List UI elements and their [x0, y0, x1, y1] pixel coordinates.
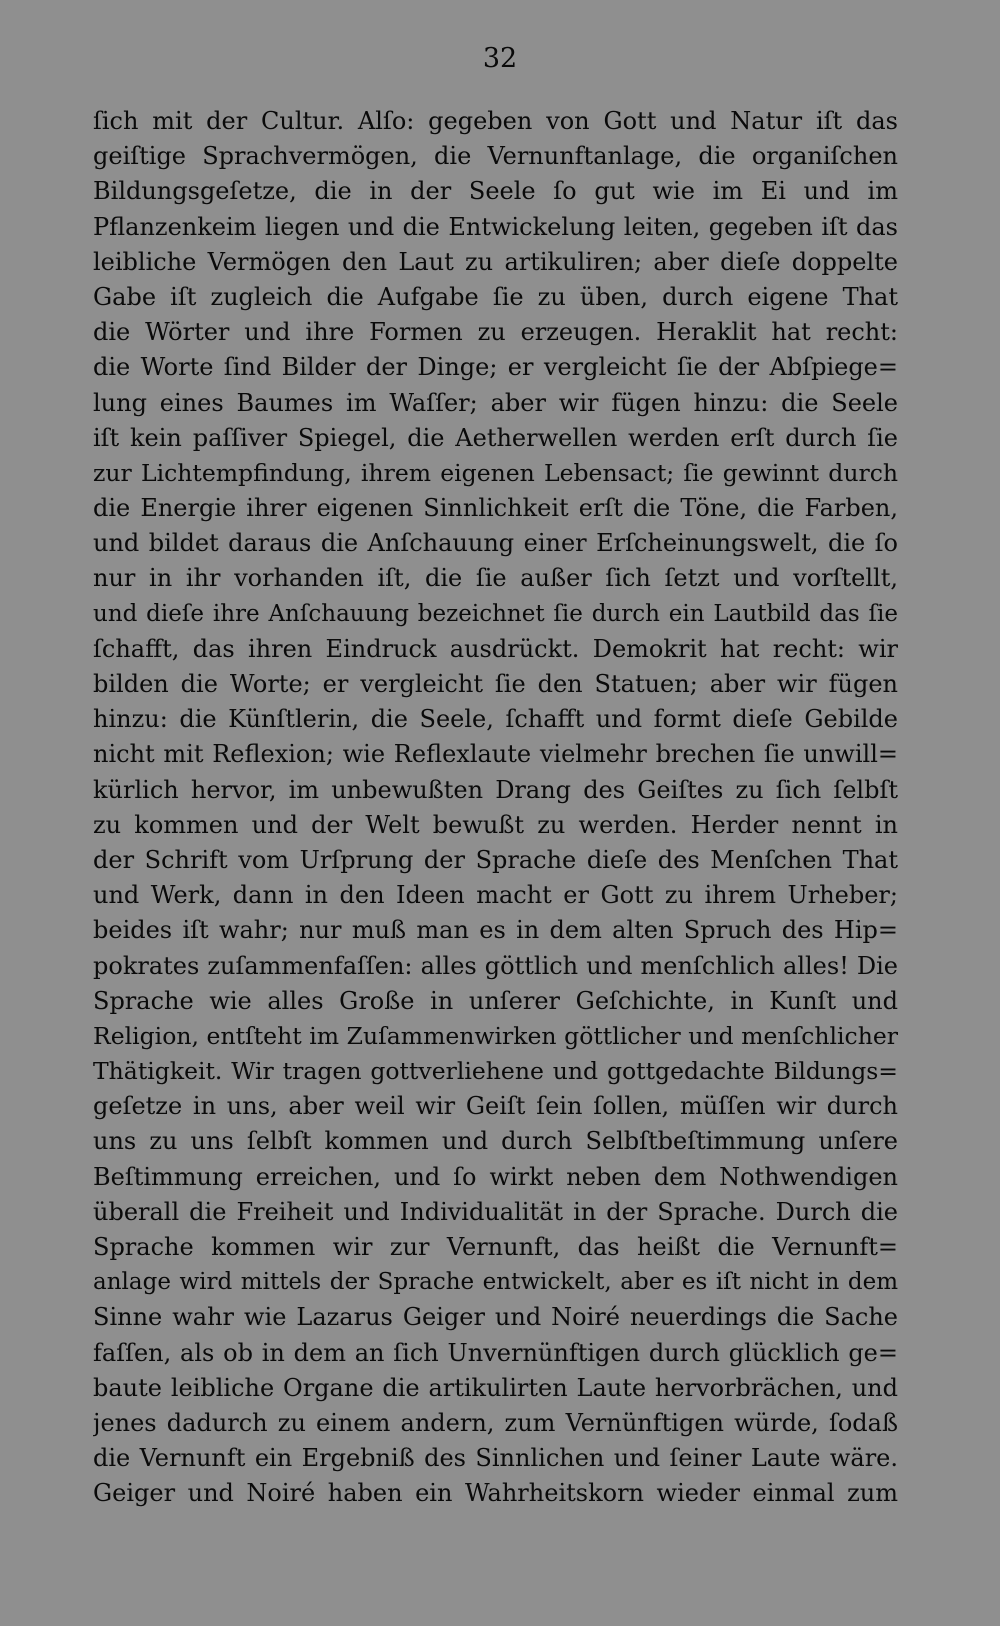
text-line: die Vernunft ein Ergebniß des Sinnlichen und ſeiner Laute wäre. [93, 1444, 898, 1473]
text-line: nur in ihr vorhanden iſt, die ſie außer ſich ſetzt und vorſtellt, [93, 564, 898, 593]
text-line: die Worte ſind Bilder der Dinge; er vergleicht ſie der Abſpiege= [93, 353, 898, 382]
text-line: Sprache wie alles Große in unſerer Geſchichte, in Kunſt und [93, 986, 898, 1015]
text-line: überall die Freiheit und Individualität in der Sprache. Durch die [93, 1197, 898, 1226]
text-line: lung eines Baumes im Waſſer; aber wir fügen hinzu: die Seele [93, 388, 898, 417]
text-line: ſich mit der Cultur. Alſo: gegeben von Gott und Natur iſt das [93, 107, 898, 135]
text-line: Beſtimmung erreichen, und ſo wirkt neben dem Nothwendigen [93, 1162, 898, 1191]
text-line: pokrates zuſammenfaſſen: alles göttlich und menſchlich alles! Die [93, 951, 898, 980]
text-line: ſchafft, das ihren Eindruck ausdrückt. Demokrit hat recht: wir [93, 634, 898, 663]
text-line: uns zu uns ſelbſt kommen und durch Selbſtbeſtimmung unſere [93, 1127, 898, 1156]
text-line: Sprache kommen wir zur Vernunft, das heißt die Vernunft= [93, 1233, 898, 1261]
text-line: beides iſt wahr; nur muß man es in dem alten Spruch des Hip= [93, 916, 898, 945]
text-line: Thätigkeit. Wir tragen gottverliehene und gottgedachte Bildungs= [93, 1057, 898, 1086]
text-line: der Schrift vom Urſprung der Sprache dieſe des Menſchen That [93, 845, 898, 874]
text-line: die Energie ihrer eigenen Sinnlichkeit erſt die Töne, die Farben, [93, 494, 898, 523]
text-line: nicht mit Reflexion; wie Reflexlaute vielmehr brechen ſie unwill= [93, 740, 898, 769]
text-line: und bildet daraus die Anſchauung einer Erſcheinungswelt, die ſo [93, 529, 898, 558]
text-line: Sinne wahr wie Lazarus Geiger und Noiré neuerdings die Sache [93, 1303, 898, 1332]
text-line: anlage wird mittels der Sprache entwickelt, aber es iſt nicht in dem [93, 1269, 898, 1296]
text-line: bilden die Worte; er vergleicht ſie den Statuen; aber wir fügen [93, 670, 898, 698]
text-line: Religion, entſteht im Zuſammenwirken göttlicher und menſchlicher [93, 1021, 898, 1050]
text-line: und Werk, dann in den Ideen macht er Gott zu ihrem Urheber; [93, 881, 898, 910]
text-line: Pflanzenkeim liegen und die Entwickelung leiten, gegeben iſt das [93, 212, 898, 241]
text-line: hinzu: die Künſtlerin, die Seele, ſchafft und formt dieſe Gebilde [93, 705, 898, 734]
text-line: kürlich hervor, im unbewußten Drang des Geiſtes zu ſich ſelbſt [93, 775, 898, 804]
text-line: baute leibliche Organe die artikulirten Laute hervorbrächen, und [93, 1373, 898, 1402]
text-line: die Wörter und ihre Formen zu erzeugen. Heraklit hat recht: [93, 318, 898, 347]
text-line: leibliche Vermögen den Laut zu artikuliren; aber dieſe doppelte [93, 247, 898, 276]
text-line: geiſtige Sprachvermögen, die Vernunftanlage, die organiſchen [93, 142, 898, 171]
text-line: faſſen, als ob in dem an ſich Unvernünftigen durch glücklich ge= [93, 1338, 898, 1367]
text-line: jenes dadurch zu einem andern, zum Vernünftigen würde, ſodaß [93, 1408, 898, 1437]
text-line: geſetze in uns, aber weil wir Geiſt ſein ſollen, müſſen wir durch [93, 1092, 898, 1121]
text-line: iſt kein paſſiver Spiegel, die Aetherwellen werden erſt durch ſie [93, 423, 898, 452]
text-line: Geiger und Noiré haben ein Wahrheitskorn wieder einmal zum [93, 1479, 898, 1508]
text-line: und dieſe ihre Anſchauung bezeichnet ſie durch ein Lautbild das ſie [93, 600, 898, 627]
text-line: zu kommen und der Welt bewußt zu werden. Herder nennt in [93, 810, 898, 839]
page-number: 32 [482, 43, 518, 74]
text-line: Gabe iſt zugleich die Aufgabe ſie zu üben, durch eigene That [93, 282, 898, 311]
text-line: Bildungsgeſetze, die in der Seele ſo gut wie im Ei und im [93, 177, 898, 206]
text-line: zur Lichtempfindung, ihrem eigenen Lebensact; ſie gewinnt durch [93, 458, 898, 487]
body-text [93, 104, 898, 1512]
